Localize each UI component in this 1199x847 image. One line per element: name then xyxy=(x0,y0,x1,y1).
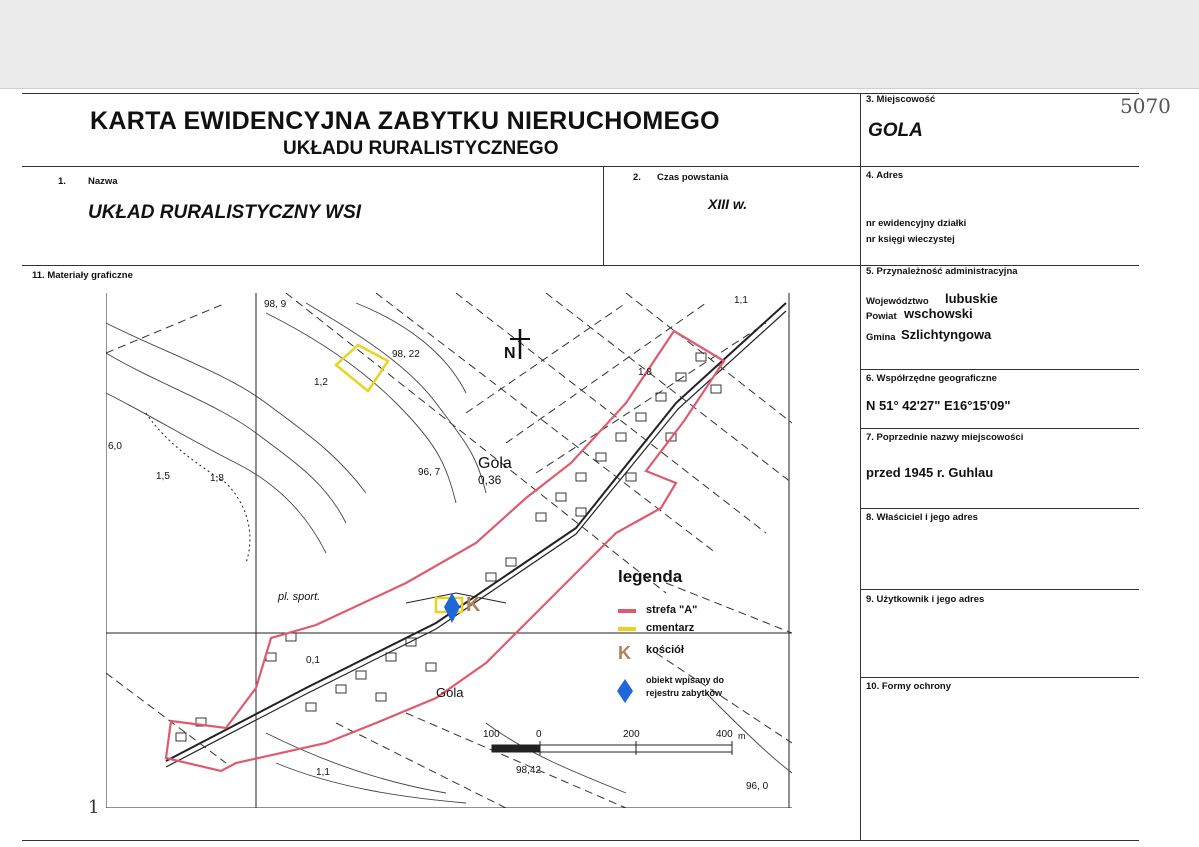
building xyxy=(676,373,686,381)
spot-height: 1,1 xyxy=(316,767,330,778)
building xyxy=(386,653,396,661)
contour-line xyxy=(306,303,486,493)
building xyxy=(576,473,586,481)
contour-line xyxy=(266,733,446,793)
scan-top-band xyxy=(0,0,1199,89)
right-column-line xyxy=(860,93,861,841)
building xyxy=(306,703,316,711)
sep-6-7 xyxy=(860,428,1139,429)
spot-height: 1,5 xyxy=(156,471,170,482)
field-2-value: XIII w. xyxy=(708,196,748,212)
building xyxy=(486,573,496,581)
sport-field-label: pl. sport. xyxy=(278,591,321,603)
building xyxy=(711,385,721,393)
field-2-label: Czas powstania xyxy=(657,172,729,183)
building xyxy=(616,433,626,441)
field-boundary xyxy=(336,723,506,808)
field-4-parcel: nr ewidencyjny działki xyxy=(866,218,967,229)
village-label-bottom: Gola xyxy=(436,685,464,700)
sep-8-9 xyxy=(860,589,1139,590)
table-bottom-line xyxy=(22,840,1139,841)
field-boundary xyxy=(286,293,666,593)
scale-tick-label: 200 xyxy=(623,729,640,740)
spot-height: 1,1 xyxy=(734,295,748,306)
field-6-value: N 51° 42'27" E16°15'09" xyxy=(866,398,1011,413)
legend-monument-swatch xyxy=(617,679,633,703)
name-date-divider xyxy=(603,166,604,265)
county-label: Powiat xyxy=(866,311,897,322)
field-1-label: Nazwa xyxy=(88,176,118,187)
field-boundary xyxy=(546,293,792,483)
field-3-value: GOLA xyxy=(868,120,923,141)
legend-item-label: kościół xyxy=(646,644,684,656)
field-5-label: 5. Przynależność administracyjna xyxy=(866,266,1018,277)
contour-line xyxy=(486,723,626,793)
row1-line xyxy=(22,166,1139,167)
field-6-label: 6. Współrzędne geograficzne xyxy=(866,373,997,384)
spot-height: 1,2 xyxy=(314,377,328,388)
scale-tick-label: 100 xyxy=(483,729,500,740)
legend-item-label-line2: rejestru zabytków xyxy=(646,688,723,698)
scale-unit: m xyxy=(738,731,746,741)
field-8-label: 8. Właściciel i jego adres xyxy=(866,512,978,523)
legend-item-label: cmentarz xyxy=(646,622,695,634)
spot-height: 96, 0 xyxy=(746,781,769,792)
field-7-value: przed 1945 r. Guhlau xyxy=(866,465,994,480)
scale-tick-label: 400 xyxy=(716,729,733,740)
village-label: Gola xyxy=(478,455,512,472)
field-10-label: 10. Formy ochrony xyxy=(866,681,951,692)
sep-5-6 xyxy=(860,369,1139,370)
legend-item-label: obiekt wpisany do xyxy=(646,675,725,685)
field-2-number: 2. xyxy=(633,172,641,183)
field-7-label: 7. Poprzednie nazwy miejscowości xyxy=(866,432,1024,443)
building xyxy=(626,473,636,481)
card-title: KARTA EWIDENCYJNA ZABYTKU NIERUCHOMEGO xyxy=(90,107,720,135)
commune-value: Szlichtyngowa xyxy=(901,327,992,342)
legend-title: legenda xyxy=(618,567,683,586)
page-mark: 1 xyxy=(88,797,100,818)
field-1-number: 1. xyxy=(58,176,66,187)
contour-line xyxy=(356,303,466,393)
scale-tick-label: 0 xyxy=(536,729,542,740)
spot-height: 98, 22 xyxy=(392,349,420,360)
voivodeship-label: Województwo xyxy=(866,296,929,307)
village-map xyxy=(106,293,792,808)
table-top-line xyxy=(22,93,1139,94)
building xyxy=(636,413,646,421)
village-area: 0,36 xyxy=(478,473,502,487)
building xyxy=(356,671,366,679)
building xyxy=(576,508,586,516)
field-boundary xyxy=(406,713,626,808)
contour-line xyxy=(106,323,366,493)
building xyxy=(536,513,546,521)
field-9-label: 9. Użytkownik i jego adres xyxy=(866,594,985,605)
spot-height: 98, 9 xyxy=(264,299,287,310)
spot-height: 98,42 xyxy=(516,765,542,776)
legend-church-swatch: K xyxy=(618,643,631,663)
building xyxy=(696,353,706,361)
card-subtitle: UKŁADU RURALISTYCZNEGO xyxy=(283,138,559,159)
field-3-label: 3. Miejscowość xyxy=(866,94,936,105)
building xyxy=(376,693,386,701)
spot-height: 0,1 xyxy=(306,655,320,666)
field-4-register: nr księgi wieczystej xyxy=(866,234,955,245)
church-symbol: K xyxy=(466,594,481,616)
forest-edge xyxy=(146,413,250,563)
scale-bar xyxy=(492,741,732,755)
county-value: wschowski xyxy=(904,306,973,321)
commune-label: Gmina xyxy=(866,332,896,343)
contour-line xyxy=(276,763,466,803)
strefa-a-zone xyxy=(166,331,724,771)
field-boundary xyxy=(456,293,766,533)
voivodeship-value: lubuskie xyxy=(945,291,998,306)
field-4-label: 4. Adres xyxy=(866,170,904,181)
building xyxy=(556,493,566,501)
building xyxy=(176,733,186,741)
building xyxy=(596,453,606,461)
main-road-edge xyxy=(166,311,786,767)
legend-item-label: strefa "A" xyxy=(646,604,698,616)
spot-height: 1,8 xyxy=(638,367,652,378)
field-boundary xyxy=(106,303,226,353)
building xyxy=(506,558,516,566)
spot-height: 1,8 xyxy=(210,473,224,484)
map-svg xyxy=(106,293,792,808)
scale-bar-fill xyxy=(492,745,540,752)
building xyxy=(426,663,436,671)
building xyxy=(336,685,346,693)
north-label: N xyxy=(504,345,516,362)
field-boundary xyxy=(626,293,792,423)
spot-height: 96, 7 xyxy=(418,467,441,478)
sep-7-8 xyxy=(860,508,1139,509)
building xyxy=(266,653,276,661)
field-1-value: UKŁAD RURALISTYCZNY WSI xyxy=(88,202,362,223)
field-11-label: 11. Materiały graficzne xyxy=(32,270,133,281)
sep-9-10 xyxy=(860,677,1139,678)
handwritten-number: 5070 xyxy=(1120,94,1171,118)
spot-height: 6,0 xyxy=(108,441,122,452)
field-boundary xyxy=(106,673,226,763)
